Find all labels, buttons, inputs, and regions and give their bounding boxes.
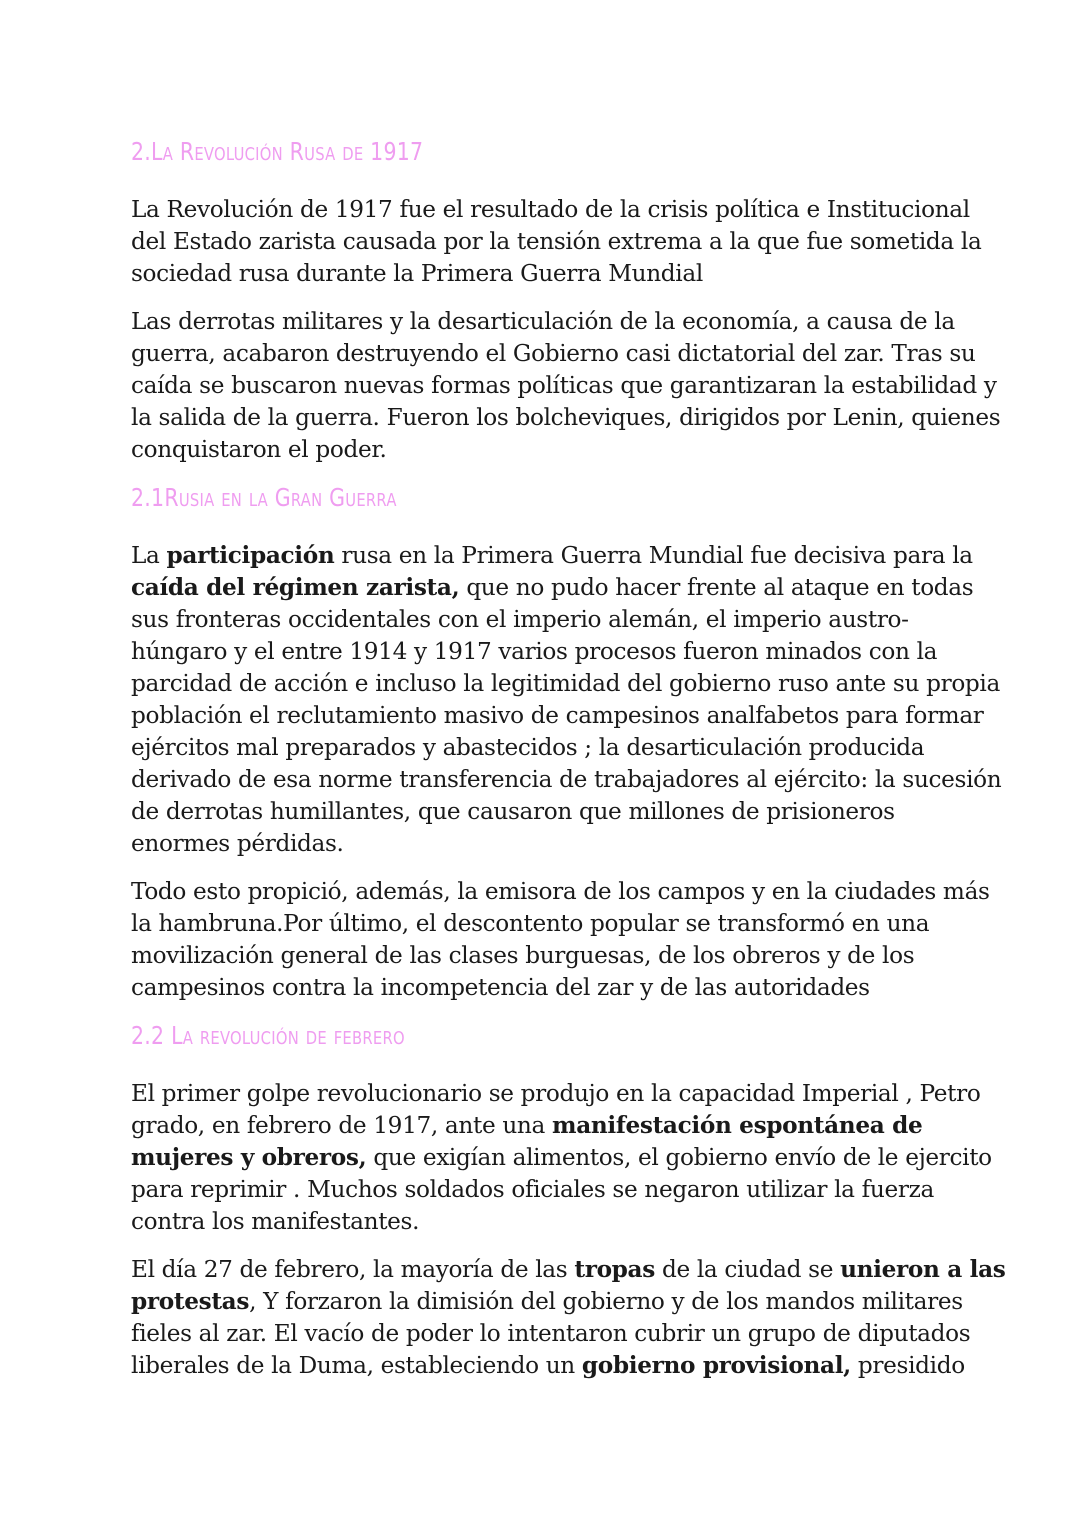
text-run: La — [131, 542, 167, 569]
text-run: grado, en febrero de 1917, ante una — [131, 1112, 553, 1139]
text-run: movilización general de las clases burguesas, de los obreros y de los — [131, 942, 915, 969]
text-line — [131, 1110, 961, 1142]
text-line — [131, 972, 961, 1004]
paragraph — [131, 306, 1001, 466]
bold-text: participación — [166, 542, 335, 569]
bold-text: tropas — [574, 1256, 655, 1283]
text-line — [131, 764, 1002, 796]
text-line — [131, 828, 961, 860]
text-run: Todo esto propició, además, la emisora de los campos y en la ciudades más — [131, 878, 990, 905]
text-run: Las derrotas militares y la desarticulación de la economía, a causa de la — [131, 308, 955, 335]
text-line — [131, 876, 990, 908]
bold-text: gobierno provisional, — [581, 1352, 851, 1379]
text-line — [131, 540, 973, 572]
bold-text: unieron a las — [840, 1256, 1006, 1283]
text-line — [131, 226, 982, 258]
text-run: El día 27 de febrero, la mayoría de las — [131, 1256, 575, 1283]
text-run: campesinos contra la incompetencia del zar y de las autoridades — [131, 974, 870, 1001]
section-heading: 2.La Revolución Rusa de 1917 — [131, 137, 424, 166]
text-line — [131, 668, 1000, 700]
bold-text: mujeres y obreros, — [131, 1144, 367, 1171]
paragraph — [131, 876, 990, 1004]
text-run: que no pudo hacer frente al ataque en todas — [459, 574, 974, 601]
text-run: de derrotas humillantes, que causaron que millones de prisioneros — [131, 798, 895, 825]
text-line — [131, 306, 961, 338]
text-run: del Estado zarista causada por la tensión extrema a la que fue sometida la — [131, 228, 982, 255]
text-line — [131, 1254, 1006, 1286]
text-line — [131, 796, 961, 828]
text-run: ejércitos mal preparados y abastecidos ; la desarticulación producida — [131, 734, 925, 761]
text-run: para reprimir . Muchos soldados oficiales se negaron utilizar la fuerza — [131, 1176, 934, 1203]
text-line — [131, 604, 961, 636]
text-line — [131, 732, 961, 764]
text-line — [131, 572, 974, 604]
bold-text: protestas — [131, 1288, 250, 1315]
text-run: contra los manifestantes. — [131, 1208, 420, 1235]
text-run: , Y forzaron la dimisión del gobierno y de los mandos militares — [249, 1288, 963, 1315]
text-run: rusa en la Primera Guerra Mundial fue decisiva para la — [334, 542, 973, 569]
text-line — [131, 700, 984, 732]
text-line — [131, 370, 997, 402]
text-run: húngaro y el entre 1914 y 1917 varios procesos fueron minados con la — [131, 638, 938, 665]
document-page — [131, 136, 1006, 1398]
text-line — [131, 1286, 961, 1318]
paragraph — [131, 194, 982, 290]
text-run: derivado de esa norme transferencia de trabajadores al ejército: la sucesión — [131, 766, 1002, 793]
section-body — [131, 540, 1002, 1004]
paragraph — [131, 540, 1002, 860]
bold-text: caída del régimen zarista, — [131, 574, 460, 601]
paragraph — [131, 1254, 1006, 1382]
text-line — [131, 1078, 981, 1110]
text-run: liberales de la Duma, estableciendo un — [131, 1352, 582, 1379]
text-line — [131, 940, 961, 972]
text-line — [131, 402, 1001, 434]
text-run: sus fronteras occidentales con el imperio alemán, el imperio austro- — [131, 606, 909, 633]
section-body — [131, 1078, 1006, 1382]
text-run: La Revolución de 1917 fue el resultado de la crisis política e Institucional — [131, 196, 970, 223]
text-line — [131, 908, 961, 940]
text-run: conquistaron el poder. — [131, 436, 387, 463]
text-line — [131, 1318, 971, 1350]
text-line — [131, 1350, 965, 1382]
text-line — [131, 338, 976, 370]
section-revolucion-febrero — [131, 1020, 1006, 1382]
text-run: la salida de la guerra. Fueron los bolcheviques, dirigidos por Lenin, quienes — [131, 404, 1001, 431]
text-run: fieles al zar. El vacío de poder lo intentaron cubrir un grupo de diputados — [131, 1320, 971, 1347]
text-run: parcidad de acción e incluso la legitimidad del gobierno ruso ante su propia — [131, 670, 1000, 697]
text-run: guerra, acabaron destruyendo el Gobierno casi dictatorial del zar. Tras su — [131, 340, 976, 367]
text-line — [131, 194, 970, 226]
section-rusia-gran-guerra — [131, 482, 1002, 1004]
text-line — [131, 1206, 961, 1238]
text-run: El primer golpe revolucionario se produjo en la capacidad Imperial , Petro — [131, 1080, 981, 1107]
text-run: sociedad rusa durante la Primera Guerra Mundial — [131, 260, 703, 287]
text-run: que exigían alimentos, el gobierno envío de le ejercito — [366, 1144, 992, 1171]
text-run: presidido — [850, 1352, 965, 1379]
text-line — [131, 258, 961, 290]
section-heading: 2.2 La revolución de febrero — [131, 1021, 405, 1050]
text-line — [131, 1174, 961, 1206]
text-run: de la ciudad se — [654, 1256, 841, 1283]
text-line — [131, 434, 961, 466]
text-run: población el reclutamiento masivo de campesinos analfabetos para formar — [131, 702, 984, 729]
text-run: la hambruna.Por último, el descontento popular se transformó en una — [131, 910, 930, 937]
text-run: enormes pérdidas. — [131, 830, 344, 857]
bold-text: manifestación espontánea de — [552, 1112, 923, 1139]
section-body — [131, 194, 1001, 466]
text-line — [131, 1142, 992, 1174]
paragraph — [131, 1078, 992, 1238]
text-line — [131, 636, 961, 668]
section-revolucion-rusa — [131, 136, 1001, 466]
section-heading: 2.1Rusia en la Gran Guerra — [131, 483, 397, 512]
text-run: caída se buscaron nuevas formas políticas que garantizaran la estabilidad y — [131, 372, 997, 399]
